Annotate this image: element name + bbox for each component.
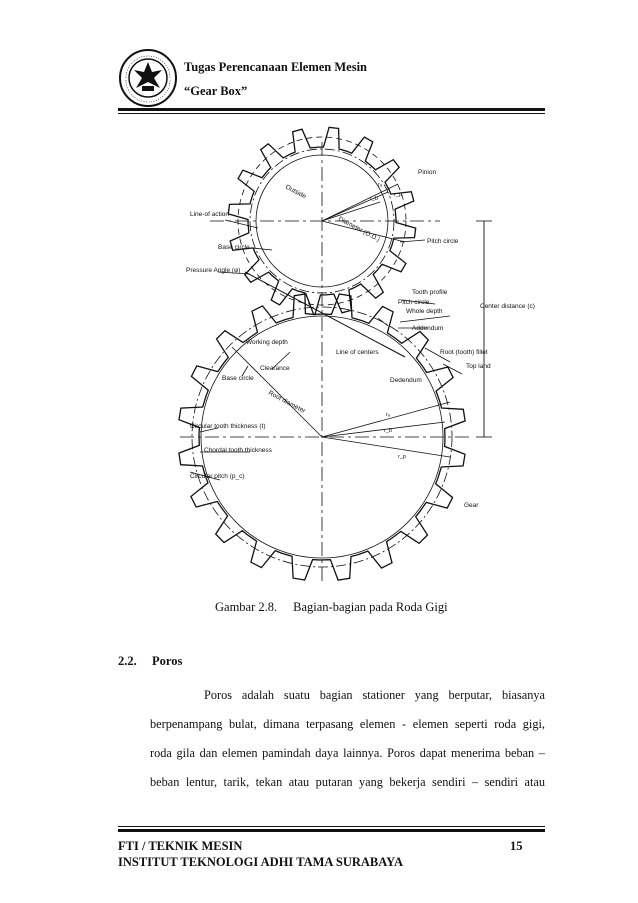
section-title: Poros bbox=[152, 654, 183, 668]
paragraph-line-4: beban lentur, tarik, tekan atau putaran yang bekerja sendiri – sendiri atau bbox=[150, 775, 545, 789]
label-addendum: Addendum bbox=[412, 325, 444, 332]
figure-caption bbox=[215, 600, 448, 615]
label-root-fillet: Root (tooth) fillet bbox=[440, 349, 488, 356]
paragraph-line-3: roda gila dan elemen pamindah daya lainnya. Poros dapat menerima beban – bbox=[150, 746, 545, 760]
label-pinion-rb: r_b bbox=[370, 196, 378, 202]
header-rule-thick bbox=[118, 108, 545, 111]
label-chordal-tooth-thickness: Chordal tooth thickness bbox=[204, 447, 272, 454]
paragraph-line-2: berpenampang bulat, dimana terpasang elemen - elemen seperti roda gigi, bbox=[150, 717, 545, 731]
section-heading bbox=[118, 654, 182, 669]
institute-logo bbox=[118, 48, 178, 108]
label-dedendum: Dedendum bbox=[390, 377, 422, 384]
caption-text: Bagian-bagian pada Roda Gigi bbox=[293, 600, 448, 614]
label-pressure-angle: Pressure Angle (φ) bbox=[186, 267, 241, 274]
label-pitch-circle: Pitch circle bbox=[398, 299, 430, 306]
label-gear-ra: rₐ bbox=[386, 412, 390, 418]
gear-diagram bbox=[150, 122, 535, 590]
label-base-circle-top: Base circle bbox=[218, 244, 250, 251]
label-circular-tooth-thickness: Circular tooth thickness (t) bbox=[190, 423, 266, 430]
label-gear: Gear bbox=[464, 502, 479, 509]
label-center-distance: Center distance (c) bbox=[480, 303, 535, 310]
label-root-diameter: Root diameter bbox=[267, 389, 307, 415]
label-outside: Outside bbox=[284, 183, 308, 201]
label-pinion-ra: rₐ bbox=[378, 182, 382, 188]
footer-rule-thick bbox=[118, 829, 545, 832]
label-pinion-rp: r_p bbox=[394, 192, 402, 198]
label-clearance: Clearance bbox=[260, 365, 290, 372]
label-gear-rb: r_b bbox=[384, 428, 392, 434]
paragraph-line-1: Poros adalah suatu bagian stationer yang berputar, biasanya bbox=[204, 688, 545, 702]
label-working-depth: Working depth bbox=[246, 339, 288, 346]
footer-institute: INSTITUT TEKNOLOGI ADHI TAMA SURABAYA bbox=[118, 855, 404, 869]
header-title: Tugas Perencanaan Elemen Mesin bbox=[184, 60, 367, 74]
header-subtitle: “Gear Box” bbox=[184, 84, 248, 98]
label-gear-rp: r_p bbox=[398, 454, 406, 460]
label-diameter: Diameter (O.D.) bbox=[337, 215, 381, 244]
caption-label: Gambar 2.8. bbox=[215, 600, 278, 614]
label-pitch-circle-top: Pitch circle bbox=[427, 238, 459, 245]
label-pinion: Pinion bbox=[418, 169, 437, 176]
label-whole-depth: Whole depth bbox=[406, 308, 443, 315]
label-line-of-centers: Line of centers bbox=[336, 349, 379, 356]
label-circular-pitch: Circular pitch (p_c) bbox=[190, 473, 245, 480]
header-rule-thin bbox=[118, 113, 545, 114]
label-line-of-action: Line-of action bbox=[190, 211, 230, 218]
label-tooth-profile: Tooth profile bbox=[412, 289, 448, 296]
page-number: 15 bbox=[510, 839, 523, 853]
section-number: 2.2. bbox=[118, 654, 137, 668]
footer-rule-thin bbox=[118, 826, 545, 827]
label-top-land: Top land bbox=[466, 363, 491, 370]
label-base-circle: Base circle bbox=[222, 375, 254, 382]
footer-department: FTI / TEKNIK MESIN bbox=[118, 839, 243, 853]
